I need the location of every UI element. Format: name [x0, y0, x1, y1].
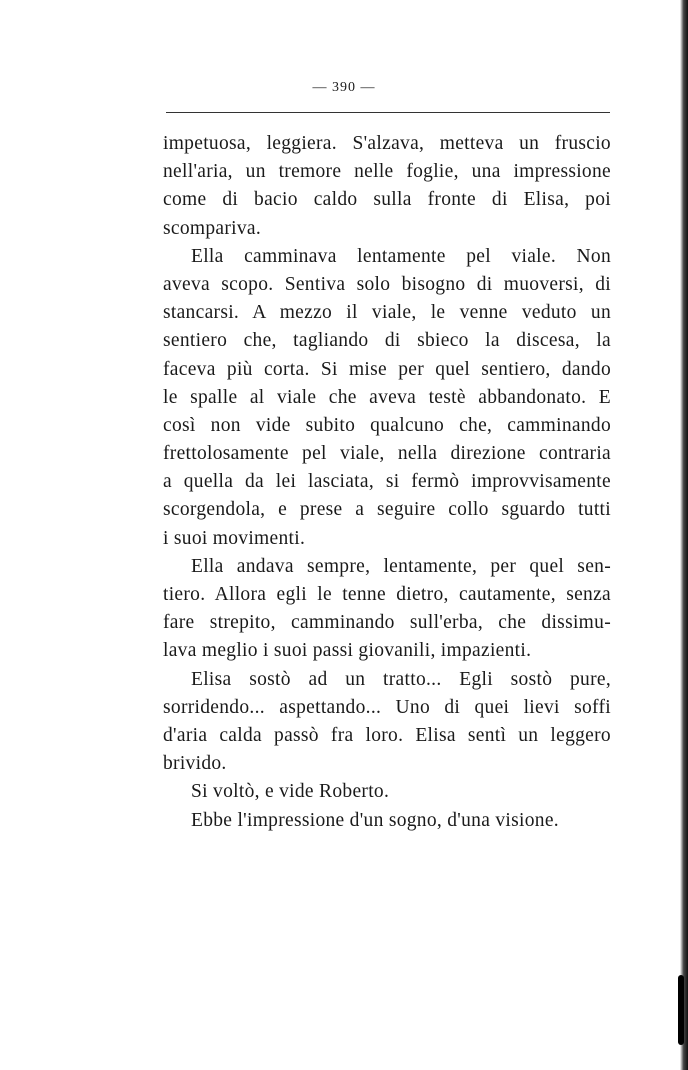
text-line: Elisa sostò ad un tratto... Egli sostò pure,: [191, 668, 611, 690]
text-line: nell'aria, un tremore nelle foglie, una impressione: [163, 161, 611, 183]
page-edge-shadow: [680, 0, 688, 1070]
text-line: fare strepito, camminando sull'erba, che dissimu-: [163, 612, 611, 634]
text-line: faceva più corta. Si mise per quel sentiero, dando: [163, 358, 611, 380]
text-line: scompariva.: [163, 217, 262, 239]
text-line: i suoi movimenti.: [163, 527, 306, 549]
text-line: così non vide subito qualcuno che, camminando: [163, 414, 611, 436]
text-line: a quella da lei lasciata, si fermò improvvisamente: [163, 471, 611, 493]
text-line: brivido.: [163, 753, 227, 775]
text-line: aveva scopo. Sentiva solo bisogno di muoversi, di: [163, 273, 611, 295]
text-line: Si voltò, e vide Roberto.: [191, 781, 390, 803]
header-rule: [166, 112, 610, 113]
text-line: scorgendola, e prese a seguire collo sguardo tutti: [163, 499, 611, 521]
text-line: tiero. Allora egli le tenne dietro, cautamente, senza: [163, 584, 611, 605]
text-line: sorridendo... aspettando... Uno di quei lievi soffi: [163, 696, 611, 718]
text-line: stancarsi. A mezzo il viale, le venne veduto un: [163, 302, 611, 324]
text-line: sentiero che, tagliando di sbieco la discesa, la: [163, 330, 611, 352]
body-text: [163, 130, 611, 835]
text-line: le spalle al viale che aveva testè abbandonato. E: [163, 386, 611, 408]
text-line: Ella camminava lentamente pel viale. Non: [191, 245, 611, 267]
text-line: impetuosa, leggiera. S'alzava, metteva un fruscio: [163, 133, 611, 154]
text-line: come di bacio caldo sulla fronte di Elisa, poi: [163, 189, 611, 211]
text-line: Ebbe l'impressione d'un sogno, d'una visione.: [191, 809, 559, 831]
page-edge-mark: [678, 975, 684, 1045]
page-number: — 390 —: [312, 80, 376, 95]
text-line: d'aria calda passò fra loro. Elisa sentì un leggero: [163, 724, 611, 746]
text-line: lava meglio i suoi passi giovanili, impazienti.: [163, 640, 532, 662]
text-line: frettolosamente pel viale, nella direzione contraria: [163, 443, 611, 465]
text-line: Ella andava sempre, lentamente, per quel sen-: [191, 555, 611, 577]
